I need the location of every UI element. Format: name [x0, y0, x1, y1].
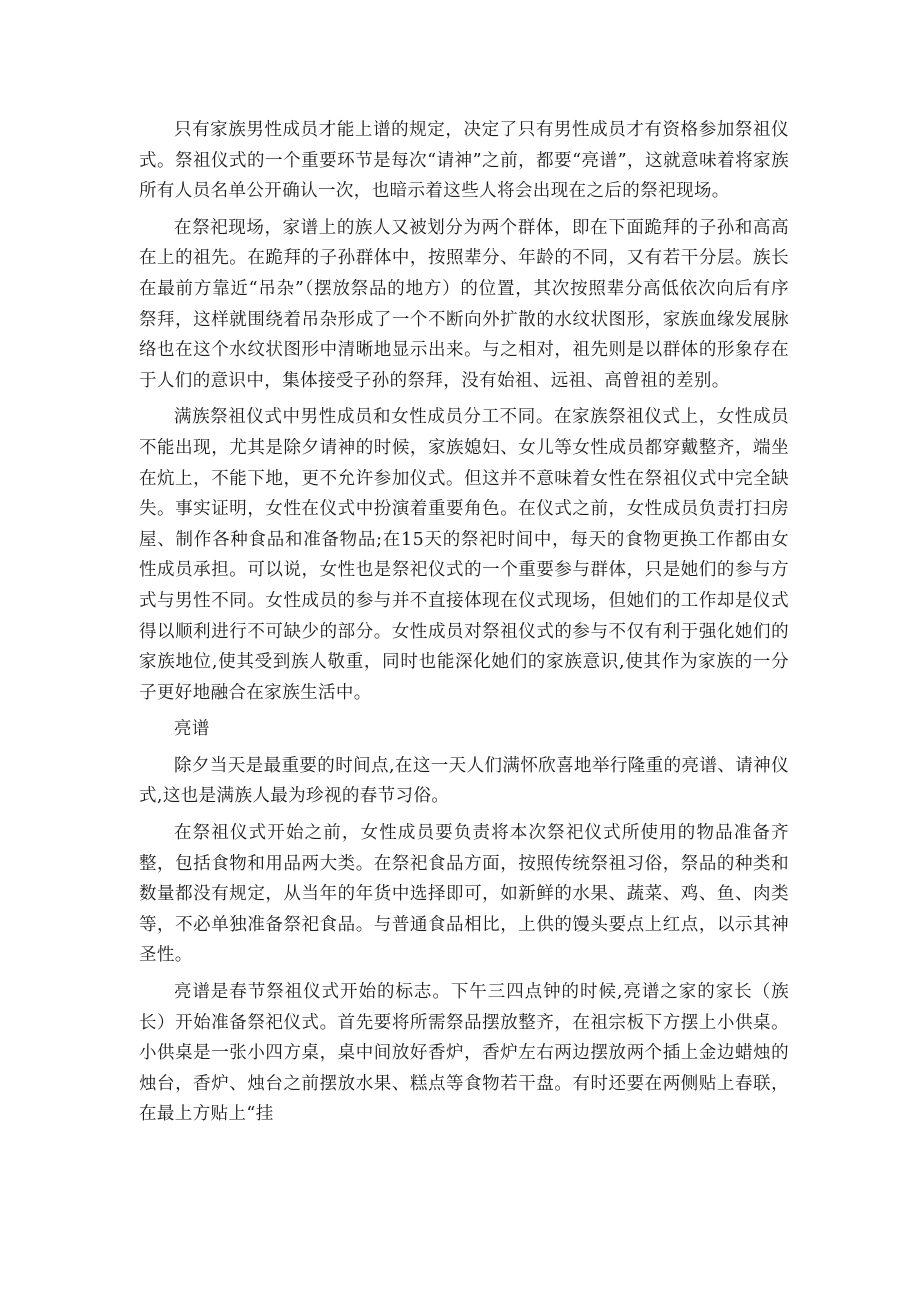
document-page [139, 115, 789, 1136]
paragraph-male-genealogy: 只有家族男性成员才能上谱的规定，决定了只有男性成员才有资格参加祭祖仪式。祭祖仪式的一个重要环节是每次“请神”之前，都要“亮谱”，这就意味着将家族所有人员名单公开确认一次，也暗示着这些人将会出现在之后的祭祀现场。 [139, 120, 789, 202]
paragraph-liangpu-start: 亮谱是春节祭祖仪式开始的标志。下午三四点钟的时候,亮谱之家的家长（族长）开始准备祭祀仪式。首先要将所需祭品摆放整齐，在祖宗板下方摆上小供桌。小供桌是一张小四方桌，桌中间放好香炉，香炉左右两边摆放两个插上金边蜡烛的烛台，香炉、烛台之前摆放水果、糕点等食物若干盘。有时还要在两侧贴上春联，在最上方贴上“挂 [139, 982, 789, 1125]
paragraph-preparation: 在祭祖仪式开始之前，女性成员要负责将本次祭祀仪式所使用的物品准备齐整，包括食物和用品两大类。在祭祀食品方面，按照传统祭祖习俗，祭品的种类和数量都没有规定，从当年的年货中选择即可，如新鲜的水果、蔬菜、鸡、鱼、肉类等，不必单独准备祭祀食品。与普通食品相比，上供的馒头要点上红点，以示其神圣性。 [139, 823, 789, 966]
paragraph-gender-roles: 满族祭祖仪式中男性成员和女性成员分工不同。在家族祭祖仪式上，女性成员不能出现，尤其是除夕请神的时候，家族媳妇、女儿等女性成员都穿戴整齐，端坐在炕上，不能下地，更不允许参加仪式。但这并不意味着女性在祭祖仪式中完全缺失。事实证明，女性在仪式中扮演着重要角色。在仪式之前，女性成员负责打扫房屋、制作各种食品和准备物品;在15天的祭祀时间中，每天的食物更换工作都由女性成员承担。可以说，女性也是祭祀仪式的一个重要参与群体，只是她们的参与方式与男性不同。女性成员的参与并不直接体现在仪式现场，但她们的工作却是仪式得以顺利进行不可缺少的部分。女性成员对祭祖仪式的参与不仅有利于强化她们的家族地位,使其受到族人敬重，同时也能深化她们的家族意识,使其作为家族的一分子更好地融合在家族生活中。 [139, 407, 789, 703]
paragraph-new-years-eve: 除夕当天是最重要的时间点,在这一天人们满怀欣喜地举行隆重的亮谱、请神仪式,这也是满族人最为珍视的春节习俗。 [139, 755, 789, 807]
section-heading-liangpu: 亮谱 [174, 719, 210, 740]
paragraph-ritual-site: 在祭祀现场，家谱上的族人又被划分为两个群体，即在下面跪拜的子孙和高高在上的祖先。在跪拜的子孙群体中，按照辈分、年龄的不同，又有若干分层。族长在最前方靠近“吊杂”（摆放祭品的地方）的位置，其次按照辈分高低依次向后有序祭拜，这样就围绕着吊杂形成了一个不断向外扩散的水纹状图形，家族血缘发展脉络也在这个水纹状图形中清晰地显示出来。与之相对，祖先则是以群体的形象存在于人们的意识中，集体接受子孙的祭拜，没有始祖、远祖、高曾祖的差别。 [139, 217, 789, 391]
